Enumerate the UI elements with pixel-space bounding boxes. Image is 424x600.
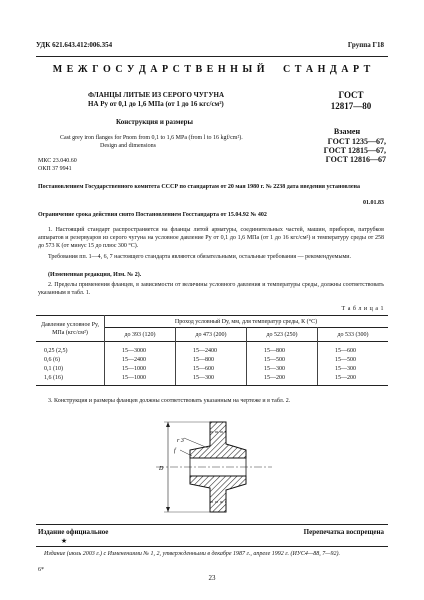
paragraph-1c-amendment: (Измененная редакция, Изм. № 2). [48,272,142,278]
label-r: r 3 [177,438,184,444]
title-line-1: ФЛАНЦЫ ЛИТЫЕ ИЗ СЕРОГО ЧУГУНА [88,91,225,99]
paragraph-1b: Требования пп. 1—4, 6, 7 настоящего стандарта являются обязательными, остальные требования — рекомендуемыми. [48,254,351,260]
star-icon: ★ [60,537,68,545]
limit-note: Ограничение срока действия снято Постановлением Госстандарта от 15.04.92 № 402 [38,212,267,218]
decree-text: Постановлением Государственного комитета СССР по стандартам от 20 мая 1980 г. № 2238 дата введения установлена [38,184,360,190]
table-cell: 1,6 (16) [44,375,63,381]
table-cell: 15—600 [335,348,356,354]
footer-rule-2 [36,546,388,547]
table-cell: 15—300 [335,366,356,372]
gost-replaced-3: ГОСТ 12816—67 [325,155,386,164]
mks-code: МКС 23.040.60 [38,158,77,164]
table-cell: 15—200 [264,375,285,381]
footer-official: Издание официальное [38,528,109,536]
gost-replaced-1: ГОСТ 1235—67, [327,137,386,146]
table-cell: 15—200 [335,375,356,381]
table-cell: 15—2400 [193,348,217,354]
group-code: Группа Г18 [347,41,384,49]
label-f: f [174,448,176,454]
page-number: 23 [208,574,216,582]
gost-label: ГОСТ [338,90,364,100]
title-subtitle: Конструкция и размеры [116,118,193,126]
label-d: D [159,466,164,472]
table-cell: 15—300 [193,375,214,381]
table-caption: Т а б л и ц а 1 [341,306,384,312]
gost-instead-label: Взамен [333,127,361,136]
table-cell: 15—600 [193,366,214,372]
udk-code: УДК 621.643.412:006.354 [36,41,113,49]
decree-date: 01.01.83 [363,200,384,206]
paragraph-3: 3. Конструкция и размеры фланцев должны соответствовать указанным на чертеже и в табл. 2. [48,398,291,404]
flange-drawing [150,410,280,520]
title-line-2: НА Pу от 0,1 до 1,6 МПа (от 1 до 16 кгс/см²) [88,100,224,108]
table-cell: 15—800 [193,357,214,363]
edition-note: Издание (июль 2003 г.) с Изменениями № 1, 2, утвержденными в декабре 1987 г., апреле 1992 г. (ИУС4—88, 7—92). [44,551,341,557]
table-cell: 15—2400 [122,357,146,363]
table-cell: 0,25 (2,5) [44,348,68,354]
okp-code: ОКП 37 9941 [38,166,72,172]
table-subheader-523: до 523 (250) [266,332,298,338]
title-english-2: Design and dimensions [100,143,156,149]
table-subheader-393: до 393 (120) [124,332,156,338]
table-cell: 15—500 [264,357,285,363]
table-header-pressure: Давление условное Pу, МПа (кгс/см²) [41,322,99,336]
banner-interstate-standard: М Е Ж Г О С У Д А Р С Т В Е Н Н Ы Й С Т А Н Д А Р Т [52,64,372,75]
paragraph-2: 2. Пределы применения фланцев, в зависимости от величины условного давления и температуры среды, должны соответствовать указанным в табл. 1. [38,282,384,296]
gost-number: 12817—80 [330,101,372,111]
table-cell: 15—300 [264,366,285,372]
gost-replaced-2: ГОСТ 12815—67, [323,146,386,155]
table-cell: 15—3000 [122,348,146,354]
footer-rule [36,524,388,525]
signature-mark: 6* [38,567,44,573]
table-header-passage: Проход условный Dу, мм, для температур среды, К (°С) [174,319,318,325]
title-english-1: Cast grey iron flanges for Pnom from 0,1 to 1,6 MPa (from l to 16 kgf/cm²). [60,135,243,141]
top-rule [36,56,388,57]
table-cell: 15—800 [264,348,285,354]
table-subheader-533: до 533 (300) [337,332,369,338]
table-subheader-473: до 473 (200) [195,332,227,338]
table-cell: 15—1000 [122,375,146,381]
footer-reprint: Перепечатка воспрещена [303,528,384,536]
paragraph-1: 1. Настоящий стандарт распространяется на фланцы литой арматуры, соединительных частей, машин, приборов, патрубков аппаратов и резервуаров из серого чугуна на условное давление Pу от 0,1 до 1,6 МПа (от 1 до 16 кгс/см²) и температуру среды от 258 до 573 К (от минус 15 до плюс 300 °С). [38,227,384,249]
table-cell: 15—1000 [122,366,146,372]
table-cell: 0,6 (6) [44,357,60,363]
table-cell: 0,1 (10) [44,366,63,372]
table-cell: 15—500 [335,357,356,363]
